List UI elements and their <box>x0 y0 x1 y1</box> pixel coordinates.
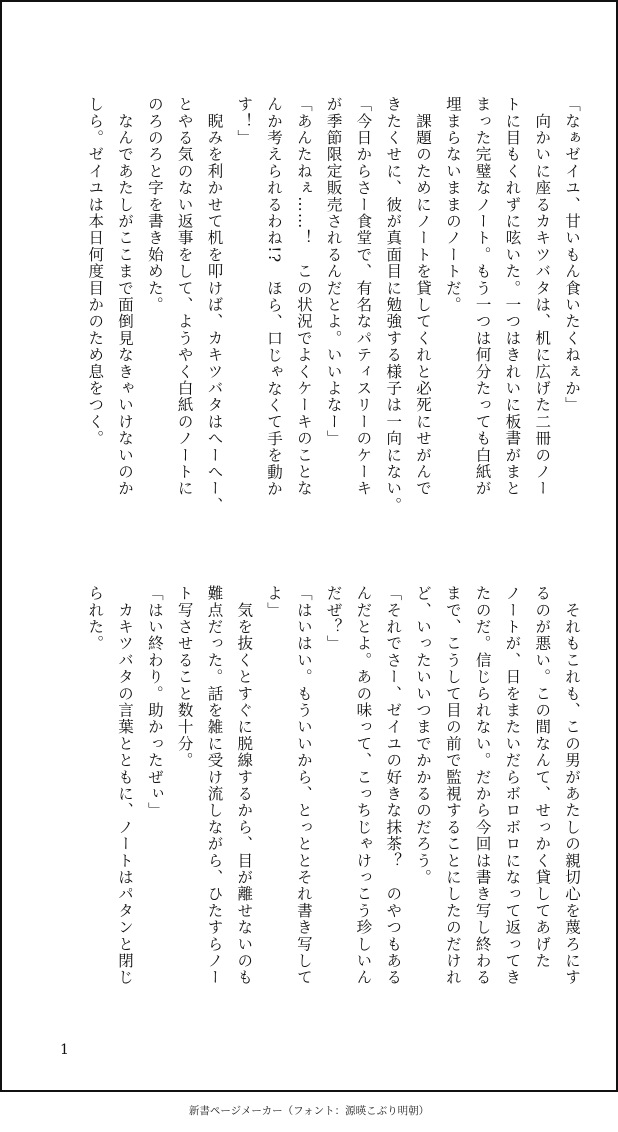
lower-text-line: カキツバタの言葉とともに、ノートはパタンと閉じ <box>116 585 135 986</box>
upper-text-line: とやる気のない返事をして、ようやく白紙のノートに <box>175 96 194 497</box>
lower-text-line: んだとよ。あの味って、こっちじゃけっこう珍しいん <box>354 585 373 986</box>
lower-text-line: 難点だった。話を雑に受け流しながら、ひたすらノー <box>205 585 224 986</box>
upper-text-line: なんであたしがここまで面倒見なきゃいけないのか <box>116 96 135 497</box>
upper-text-line: 「なぁゼイユ、甘いもん食いたくねぇか」 <box>563 96 581 414</box>
lower-text-line: ど、いったいいつまでかかるのだろう。 <box>414 585 433 886</box>
lower-text-line: るのが悪い。この間なんて、せっかく貸してあげた <box>533 585 552 970</box>
lower-text-line: たのだ。信じられない。だから今回は書き写し終わる <box>473 585 492 986</box>
page-number: 1 <box>60 1042 69 1058</box>
upper-text-line: す！」 <box>235 96 254 147</box>
lower-text-block <box>56 585 586 1055</box>
upper-text-line: 睨みを利かせて机を叩けば、カキツバタはへーへー、 <box>205 96 224 514</box>
upper-text-line: まった完璧なノート。もう一つは何分たっても白紙が <box>473 96 492 497</box>
upper-text-line: 向かいに座るカキツバタは、机に広げた二冊のノー <box>533 96 552 497</box>
upper-text-line: 「あんたねぇ……！ この状況でよくケーキのことな <box>294 96 313 497</box>
lower-text-line: られた。 <box>86 585 105 652</box>
upper-text-line: んか考えられるわね!? ほら、口じゃなくて手を動か <box>265 96 284 498</box>
upper-text-line: きたくせに、彼が真面目に勉強する様子は一向にない。 <box>384 96 403 514</box>
upper-text-line: 「今日からさー食堂で、有名なパティスリーのケーキ <box>354 96 373 497</box>
lower-text-line: 「それでさー、ゼイユの好きな抹茶？ のやつもある <box>384 585 403 986</box>
lower-text-line: まで、こうして目の前で監視することにしたのだけれ <box>443 585 462 986</box>
upper-text-line: が季節限定販売されるんだとよ。いいよなー」 <box>324 96 343 447</box>
lower-text-line: 「はいはい。もういいから、とっととそれ書き写して <box>294 585 313 986</box>
lower-text-line: だぜ？」 <box>324 585 343 652</box>
lower-text-line: ノートが、日をまたいだらボロボロになって返ってき <box>503 585 522 986</box>
upper-text-line: トに目もくれずに呟いた。一つはきれいに板書がまと <box>503 96 522 497</box>
upper-text-line: 課題のためにノートを貸してくれと必死にせがんで <box>414 96 433 497</box>
upper-text-line: しら。ゼイユは本日何度目かのため息をつく。 <box>86 96 105 447</box>
lower-text-line: 気を抜くとすぐに脱線するから、目が離せないのも <box>235 585 254 986</box>
upper-text-block <box>56 96 586 566</box>
lower-text-line: 「はい終わり。助かったぜぃ」 <box>145 585 164 819</box>
lower-text-line: よ」 <box>265 585 284 619</box>
upper-text-line: 埋まらないままのノートだ。 <box>443 96 462 314</box>
footer-caption: 新書ページメーカー（フォント：源暎こぶり明朝） <box>188 1105 430 1117</box>
lower-text-line: ト写させること数十分。 <box>175 585 194 769</box>
lower-text-line: それもこれも、この男があたしの親切心を蔑ろにす <box>563 585 581 986</box>
upper-text-line: のろのろと字を書き始めた。 <box>145 96 164 314</box>
